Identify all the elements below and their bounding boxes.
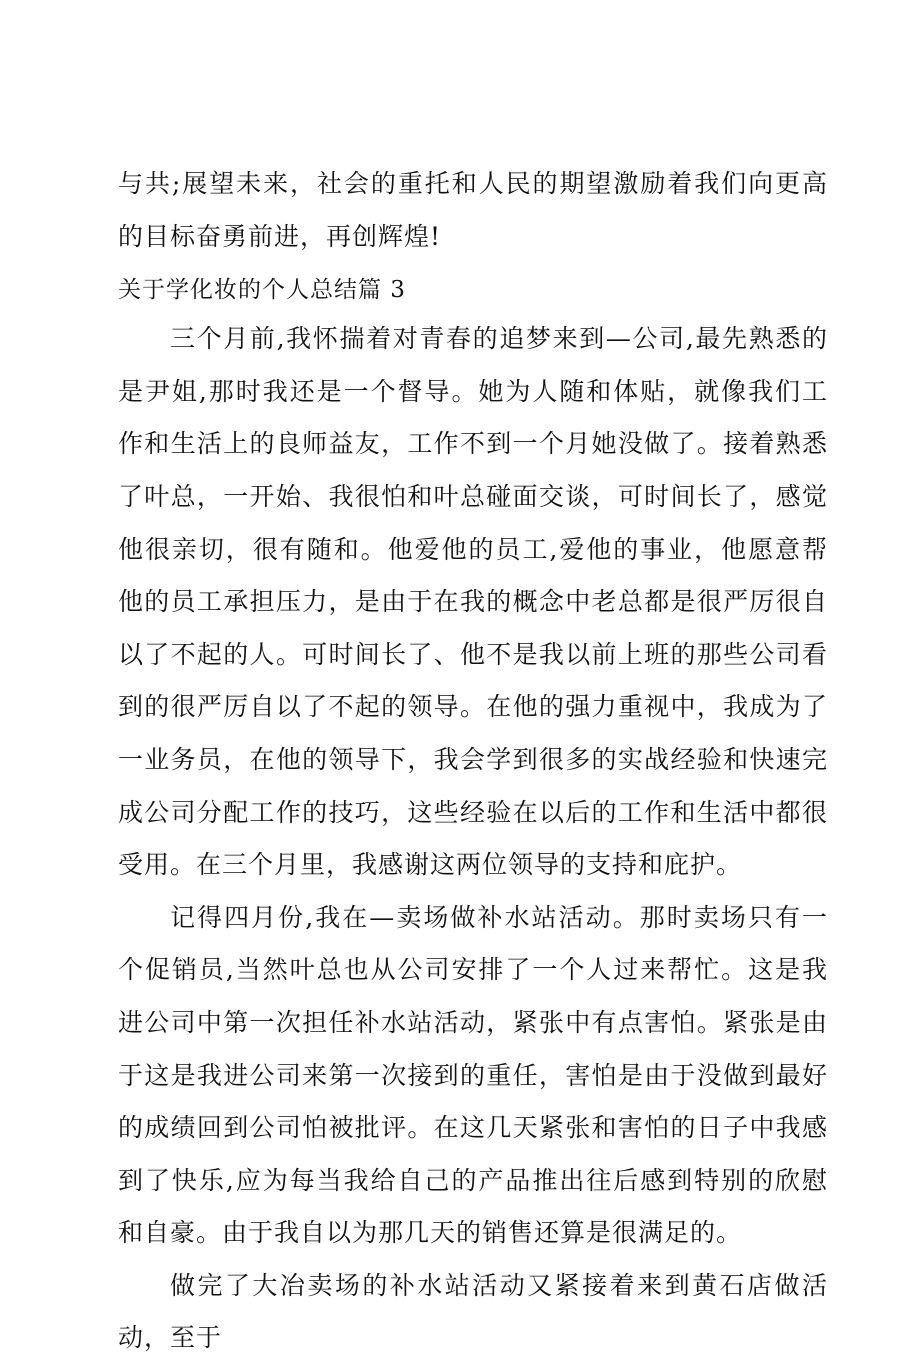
section-title: 关于学化妆的个人总结篇 3	[118, 277, 406, 304]
intro-paragraph: 与共;展望未来，社会的重托和人民的期望激励着我们向更高的目标奋勇前进，再创辉煌!	[118, 169, 828, 251]
body-paragraph: 做完了大冶卖场的补水站活动又紧接着来到黄石店做活动，至于	[118, 1270, 828, 1353]
body-paragraph: 三个月前,我怀揣着对青春的追梦来到—公司,最先熟悉的是尹姐,那时我还是一个督导。她为人随和体贴，就像我们工作和生活上的良师益友，工作不到一个月她没做了。接着熟悉了叶总，一开始、我很怕和叶总碰面交谈，可时间长了，感觉他很亲切，很有随和。他爱他的员工,爱他的事业，他愿意帮他的员工承担压力，是由于在我的概念中老总都是很严厉很自以了不起的人。可时间长了、他不是我以前上班的那些公司看到的很严厉自以了不起的领导。在他的强力重视中，我成为了一业务员，在他的领导下，我会学到很多的实战经验和快速完成公司分配工作的技巧，这些经验在以后的工作和生活中都很受用。在三个月里，我感谢这两位领导的支持和庇护。	[118, 324, 828, 880]
document-body	[118, 158, 828, 1365]
body-paragraph: 记得四月份,我在—卖场做补水站活动。那时卖场只有一个促销员,当然叶总也从公司安排了一个人过来帮忙。这是我进公司中第一次担任补水站活动，紧张中有点害怕。紧张是由于这是我进公司来第一次接到的重任，害怕是由于没做到最好的成绩回到公司怕被批评。在这几天紧张和害怕的日子中我感到了快乐,应为每当我给自己的产品推出往后感到特别的欣慰和自豪。由于我自以为那几天的销售还算是很满足的。	[118, 902, 828, 1248]
